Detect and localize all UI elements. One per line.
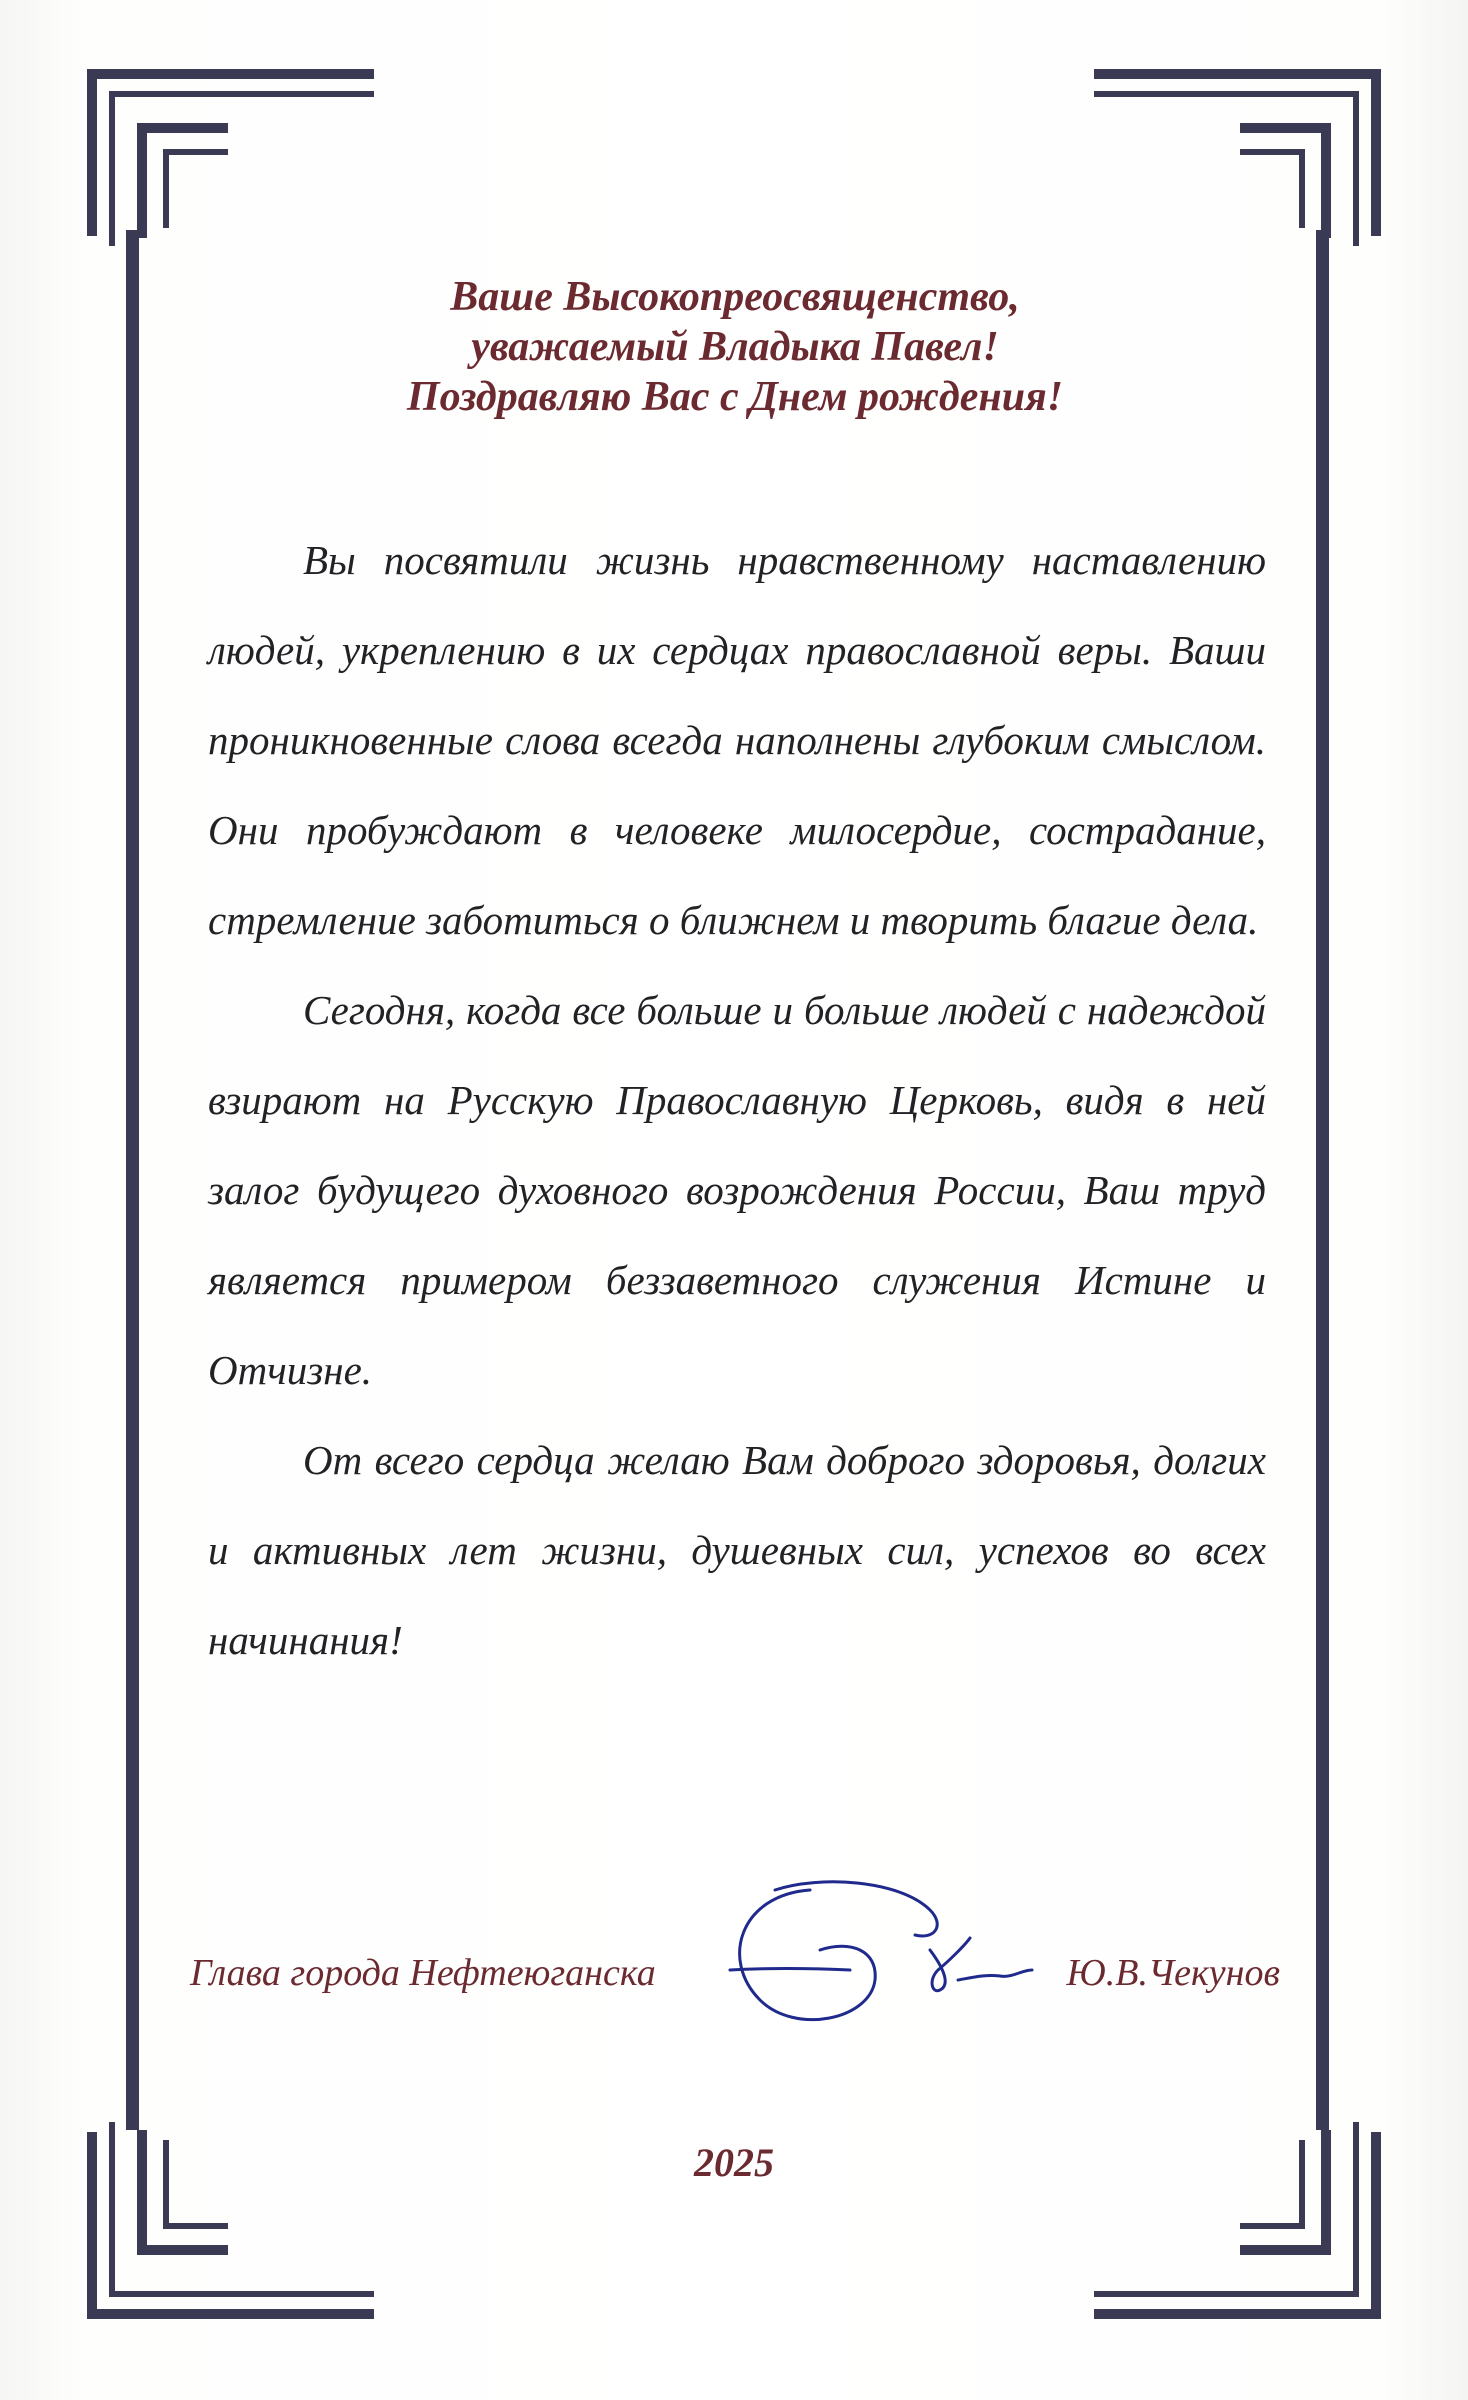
corner-top-left: [92, 74, 374, 246]
corner-top-right: [1094, 74, 1376, 246]
handwritten-signature: [700, 1870, 1060, 2050]
letter-year: 2025: [694, 2140, 774, 2185]
heading-line-3: Поздравляю Вас с Днем рождения!: [406, 374, 1064, 420]
heading-line-1: Ваше Высокопреосвященство,: [450, 274, 1020, 320]
signer-title: Глава города Нефтеюганска: [190, 1952, 656, 1994]
paragraph-2: Сегодня, когда все больше и больше людей с надеждой взирают на Русскую Православную Церковь, видя в ней залог будущего духовного возрождения России, Ваш труд является примером беззаветного служения Истине и Отчизне.: [208, 987, 1266, 1393]
frame-left-bar: [126, 230, 139, 2130]
paragraph-1: Вы посвятили жизнь нравственному наставлению людей, укреплению в их сердцах православной веры. Ваши проникновенные слова всегда наполнены глубоким смыслом. Они пробуждают в человеке милосердие, сострадание, стремление заботиться о ближнем и творить благие дела.: [208, 537, 1266, 943]
signer-name: Ю.В.Чекунов: [1066, 1952, 1280, 1994]
heading-line-2: уважаемый Владыка Павел!: [471, 324, 999, 370]
corner-bottom-right: [1094, 2122, 1376, 2314]
paragraph-3: От всего сердца желаю Вам доброго здоровья, долгих и активных лет жизни, душевных сил, успехов во всех начинания!: [208, 1437, 1266, 1663]
frame-right-bar: [1316, 230, 1329, 2130]
letter-body: [208, 515, 1266, 1685]
greeting-heading: [300, 272, 1170, 422]
corner-bottom-left: [92, 2122, 374, 2314]
